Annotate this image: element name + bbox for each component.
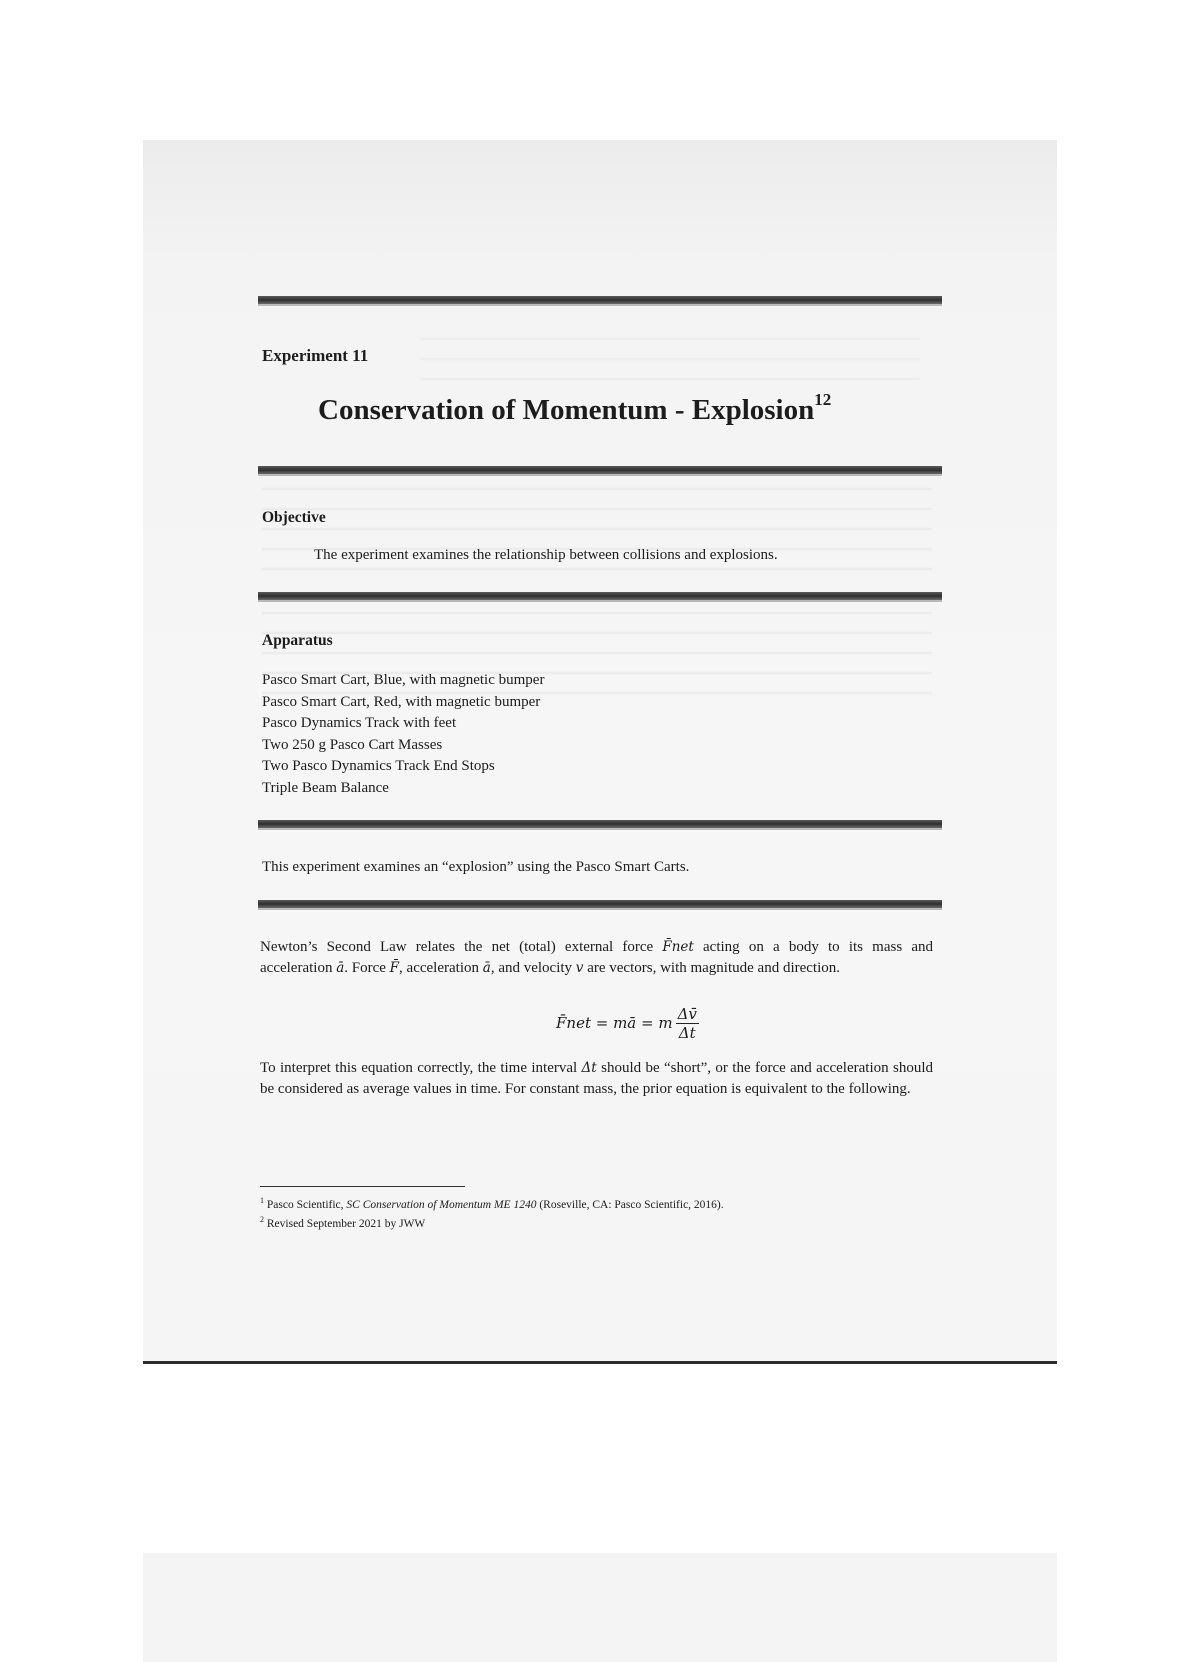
- equation-lhs: F̄net = mā = m: [556, 1014, 673, 1032]
- footnote-text: Revised September 2021 by JWW: [266, 1217, 426, 1230]
- velocity-symbol: v: [575, 960, 584, 976]
- fnet-symbol: F̄net: [662, 939, 694, 955]
- newton-text: , acceleration: [399, 960, 483, 976]
- list-item: Pasco Dynamics Track with feet: [262, 715, 457, 731]
- section-rule: [258, 592, 942, 600]
- interpret-paragraph: [260, 1058, 933, 1100]
- section-rule: [258, 900, 942, 908]
- newton-text: . Force: [344, 960, 390, 976]
- footnote-rule: [260, 1186, 465, 1187]
- bleed-through: [262, 488, 932, 578]
- page-title: [318, 390, 831, 427]
- list-item: Pasco Smart Cart, Blue, with magnetic bumper: [262, 672, 545, 688]
- apparatus-list: [262, 670, 544, 799]
- equation-denominator: Δt: [678, 1023, 696, 1042]
- interpret-text: should be “short”, or the force and acceleration should be considered as average values in time. For constant mass, the prior equation is equivalent to the following.: [260, 1060, 933, 1097]
- equation-numerator: Δv̄: [677, 1004, 697, 1023]
- section-rule: [258, 296, 942, 304]
- footnote-2: [260, 1215, 425, 1230]
- acceleration-symbol: ā: [482, 960, 491, 976]
- apparatus-heading: Apparatus: [262, 632, 333, 649]
- background-below-page: [143, 1364, 1057, 1553]
- newton-text: acceleration: [260, 960, 337, 976]
- list-item: Pasco Smart Cart, Red, with magnetic bumper: [262, 693, 541, 710]
- newton-text: , and velocity: [490, 960, 576, 976]
- footnote-source-title: SC Conservation of Momentum ME 1240: [346, 1198, 537, 1211]
- footnote-1: [260, 1196, 724, 1211]
- footnote-mark: 1: [260, 1196, 264, 1205]
- intro-text: This experiment examines an “explosion” using the Pasco Smart Carts.: [262, 859, 690, 875]
- footnote-mark: 2: [260, 1215, 264, 1224]
- force-symbol: F̄: [389, 960, 400, 976]
- title-footnote-mark: 12: [814, 390, 832, 409]
- newton-text: are vectors, with magnitude and direction.: [583, 960, 841, 976]
- bleed-through: [420, 338, 920, 398]
- list-item: Triple Beam Balance: [262, 779, 389, 796]
- equation-fraction: [676, 1005, 699, 1042]
- newton-text: Newton’s Second Law relates the net (total) external force: [260, 939, 663, 955]
- list-item: Two Pasco Dynamics Track End Stops: [262, 758, 495, 774]
- newton-text: acting on a body to its mass and: [693, 939, 934, 955]
- experiment-label: Experiment 11: [262, 346, 369, 365]
- title-text: Conservation of Momentum - Explosion: [318, 394, 815, 426]
- interpret-text: To interpret this equation correctly, the time interval: [260, 1060, 582, 1076]
- section-rule: [258, 466, 942, 474]
- footnote-text: Pasco Scientific,: [266, 1198, 347, 1211]
- footnote-text: (Roseville, CA: Pasco Scientific, 2016).: [536, 1198, 724, 1211]
- newton-paragraph: [260, 937, 933, 979]
- list-item: Two 250 g Pasco Cart Masses: [262, 736, 443, 753]
- objective-heading: Objective: [262, 509, 326, 526]
- newton-equation: [556, 1003, 699, 1043]
- delta-t-symbol: Δt: [581, 1060, 597, 1076]
- section-rule: [258, 820, 942, 828]
- objective-text: The experiment examines the relationship between collisions and explosions.: [314, 547, 778, 563]
- acceleration-symbol: ā: [336, 960, 345, 976]
